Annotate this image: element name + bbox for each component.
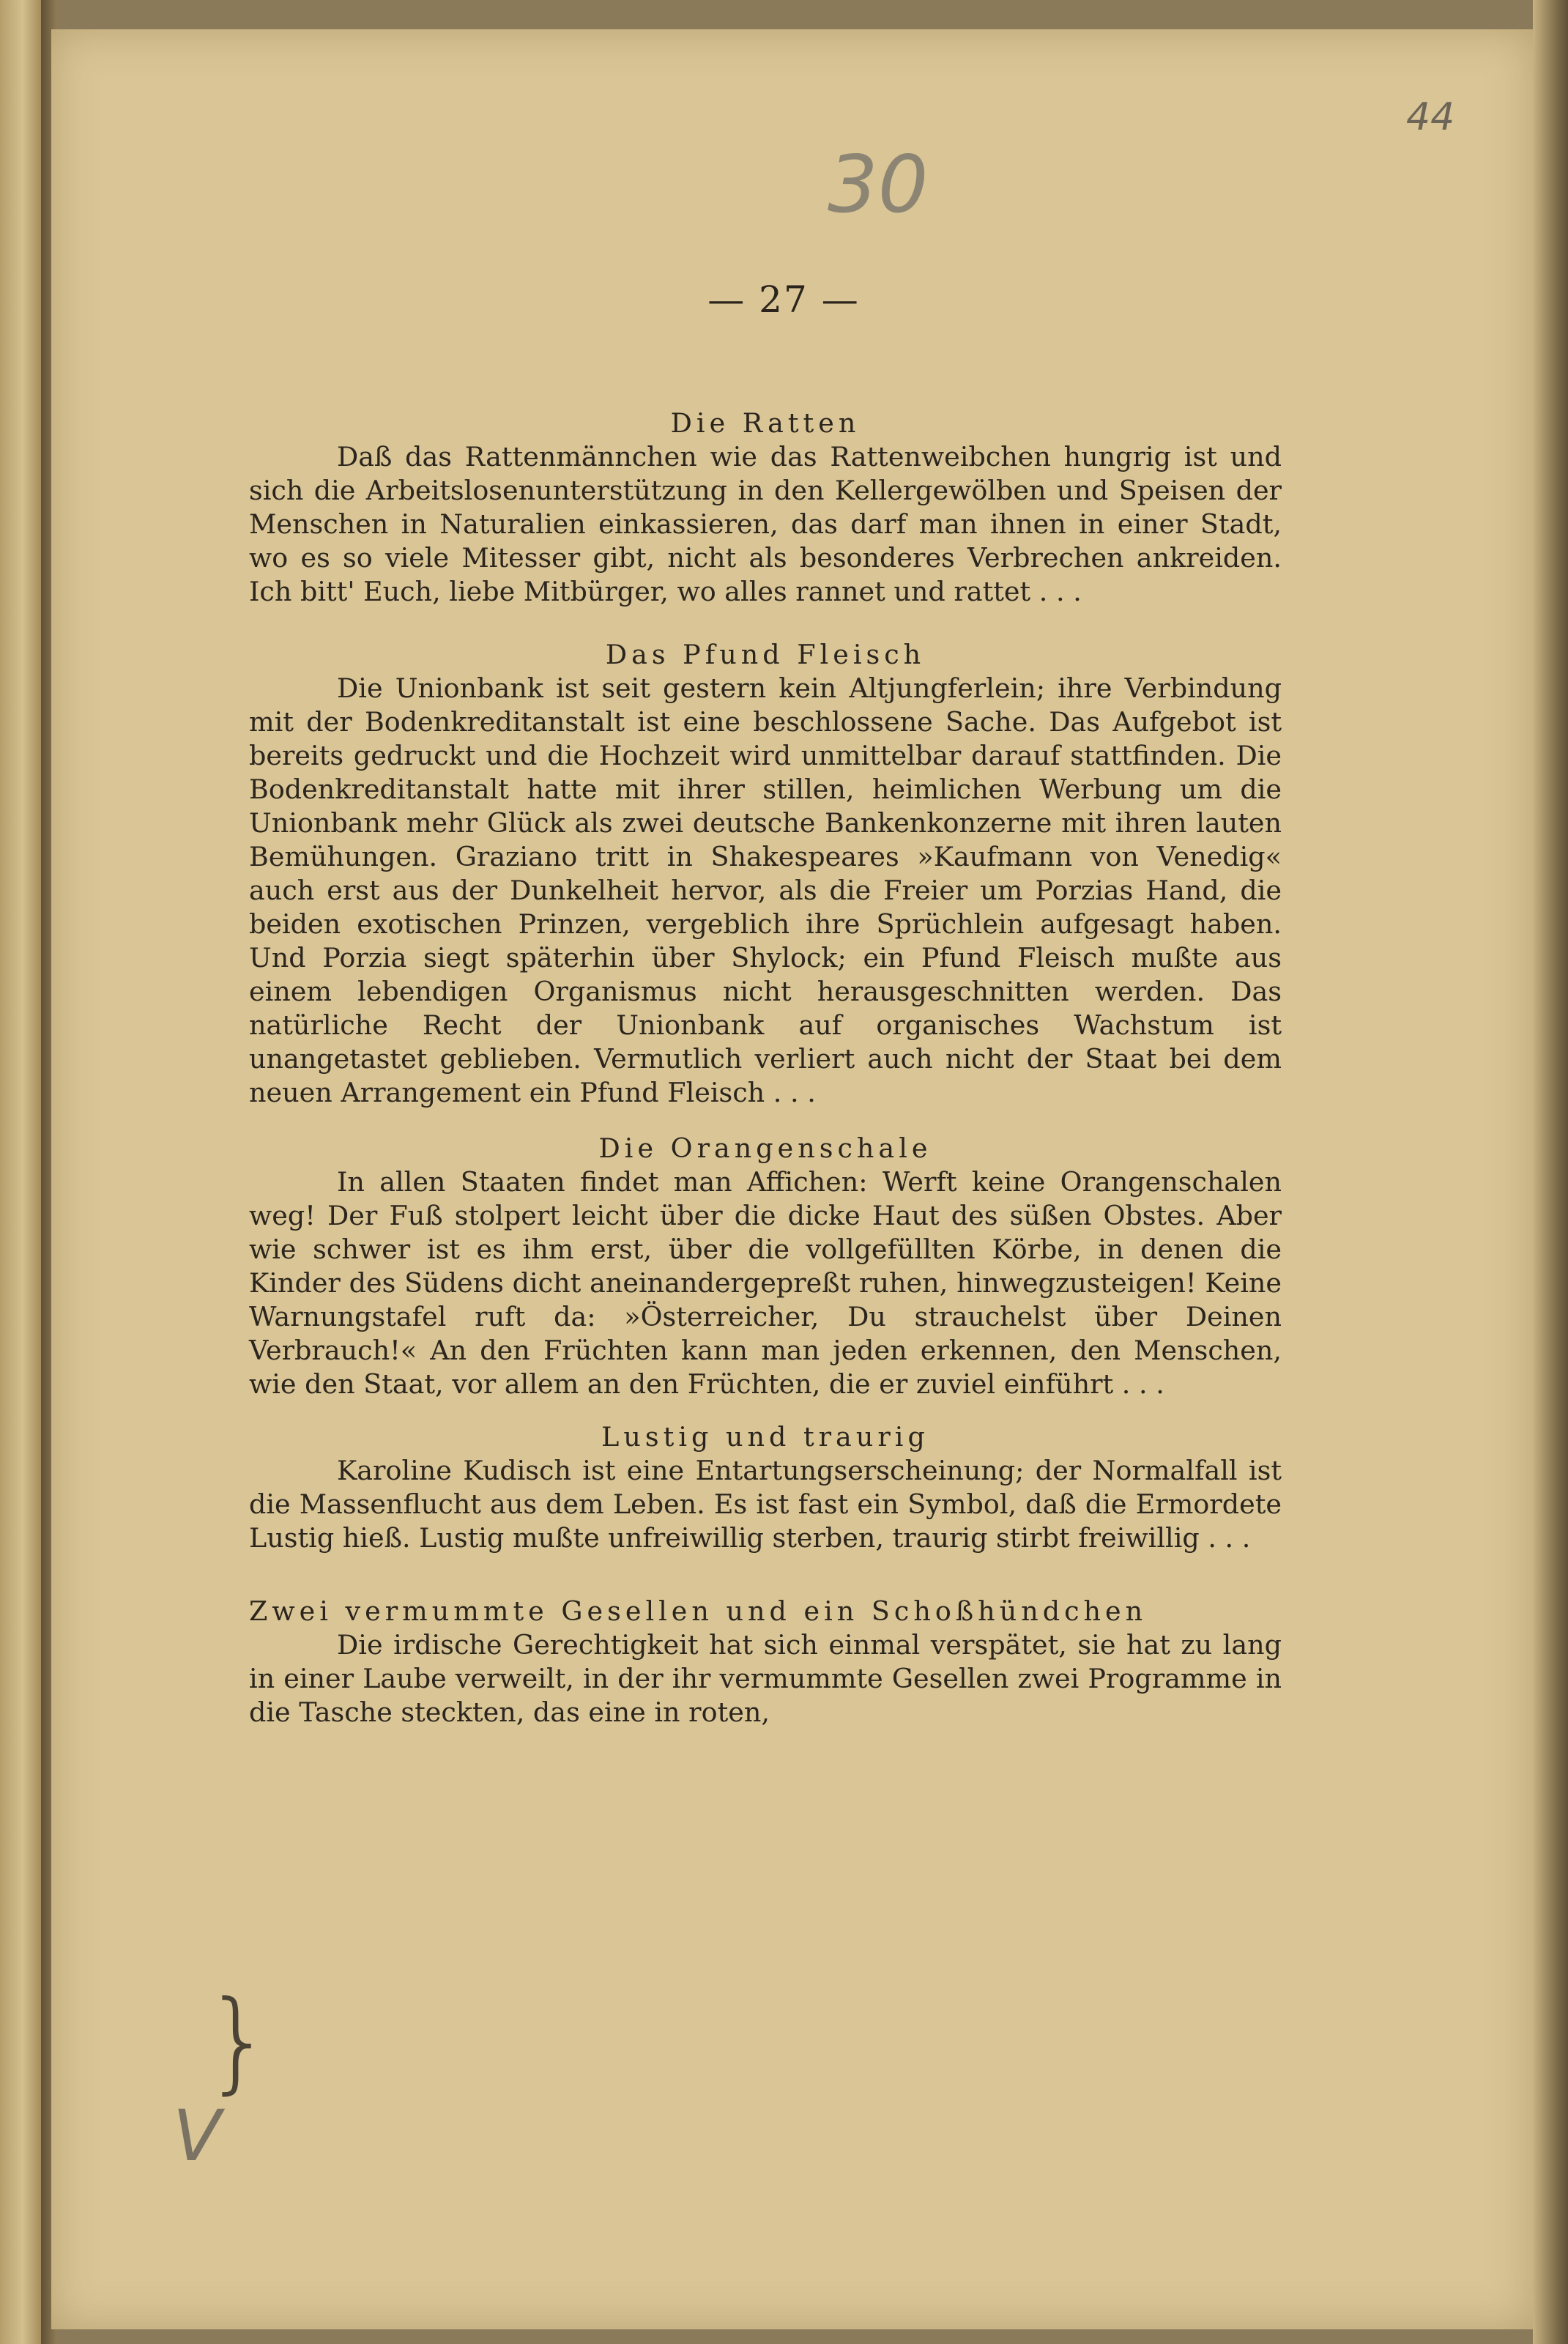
section-gap <box>249 1555 1282 1595</box>
section-gap <box>249 1110 1282 1132</box>
section-title: Zwei vermummte Gesellen und ein Schoßhündchen <box>249 1595 1148 1627</box>
section-die-orangenschale <box>249 1132 1282 1401</box>
archive-number-annotation: 44 <box>1406 95 1455 139</box>
page-number: — 27 — <box>707 278 860 321</box>
page-edge-shadow <box>1533 0 1568 2344</box>
section-title: Die Orangenschale <box>598 1132 932 1164</box>
section-lustig-und-traurig <box>249 1420 1282 1555</box>
section-zwei-vermummte-gesellen <box>249 1595 1282 1729</box>
section-body: Die Unionbank ist seit gestern kein Altjungferlein; ihre Verbindung mit der Bodenkreditanstalt ist eine beschlossene Sache. Das Aufgebot ist bereits gedruckt und die Hochzeit wird unmittelbar darauf stattfinden. Die Bodenkreditanstalt hatte mit ihrer stillen, heimlichen Werbung um die Unionbank mehr Glück als zwei deutsche Bankenkonzerne mit ihren lauten Bemühungen. Graziano tritt in Shakespeares »Kaufmann von Venedig« auch erst aus der Dunkelheit hervor, als die Freier um Porzias Hand, die beiden exotischen Prinzen, vergeblich ihre Sprüchlein aufgesagt haben. Und Porzia siegt späterhin über Shylock; ein Pfund Fleisch mußte aus einem lebendigen Organismus nicht herausgeschnitten werden. Das natürliche Recht der Unionbank auf organisches Wachstum ist unangetastet geblieben. Vermutlich verliert auch nicht der Staat bei dem neuen Arrangement ein Pfund Fleisch . . . <box>249 672 1282 1108</box>
folio-annotation: 30 <box>828 139 929 231</box>
section-title: Die Ratten <box>670 407 861 439</box>
text-column <box>249 407 1282 1729</box>
section-die-ratten <box>249 407 1282 609</box>
section-body: Die irdische Gerechtigkeit hat sich einmal verspätet, sie hat zu lang in einer Laube verweilt, in der ihr vermummte Gesellen zwei Programme in die Tasche steckten, das eine in roten, <box>249 1629 1282 1728</box>
section-title: Das Pfund Fleisch <box>605 639 926 670</box>
facing-page-edge <box>0 0 41 2344</box>
section-gap <box>249 609 1282 638</box>
section-das-pfund-fleisch <box>249 638 1282 1110</box>
check-mark-annotation: V <box>173 2095 221 2177</box>
section-gap <box>249 1401 1282 1420</box>
section-body: In allen Staaten findet man Affichen: Werft keine Orangenschalen weg! Der Fuß stolpert leicht über die dicke Haut des süßen Obstes. Aber wie schwer ist es ihm erst, über die vollgefüllten Körbe, in denen die Kinder des Südens dicht aneinandergepreßt ruhen, hinwegzusteigen! Keine Warnungstafel ruft da: »Österreicher, Du strauchelst über Deinen Verbrauch!« An den Früchten kann man jeden erkennen, den Menschen, wie den Staat, vor allem an den Früchten, die er zuviel einführt . . . <box>249 1166 1282 1400</box>
section-body: Daß das Rattenmännchen wie das Rattenweibchen hungrig ist und sich die Arbeitslosenunterstützung in den Kellergewölben und Speisen der Menschen in Naturalien einkassieren, das darf man ihnen in einer Stadt, wo es so viele Mitesser gibt, nicht als besonderes Verbrechen ankreiden. Ich bitt' Euch, liebe Mitbürger, wo alles rannet und rattet . . . <box>249 441 1282 607</box>
section-body: Karoline Kudisch ist eine Entartungserscheinung; der Normalfall ist die Massenflucht aus dem Leben. Es ist fast ein Symbol, daß die Ermordete Lustig hieß. Lustig mußte unfreiwillig sterben, traurig stirbt freiwillig . . . <box>249 1455 1282 1554</box>
margin-brace-annotation: } <box>204 1978 274 2105</box>
section-title: Lustig und traurig <box>601 1421 929 1453</box>
